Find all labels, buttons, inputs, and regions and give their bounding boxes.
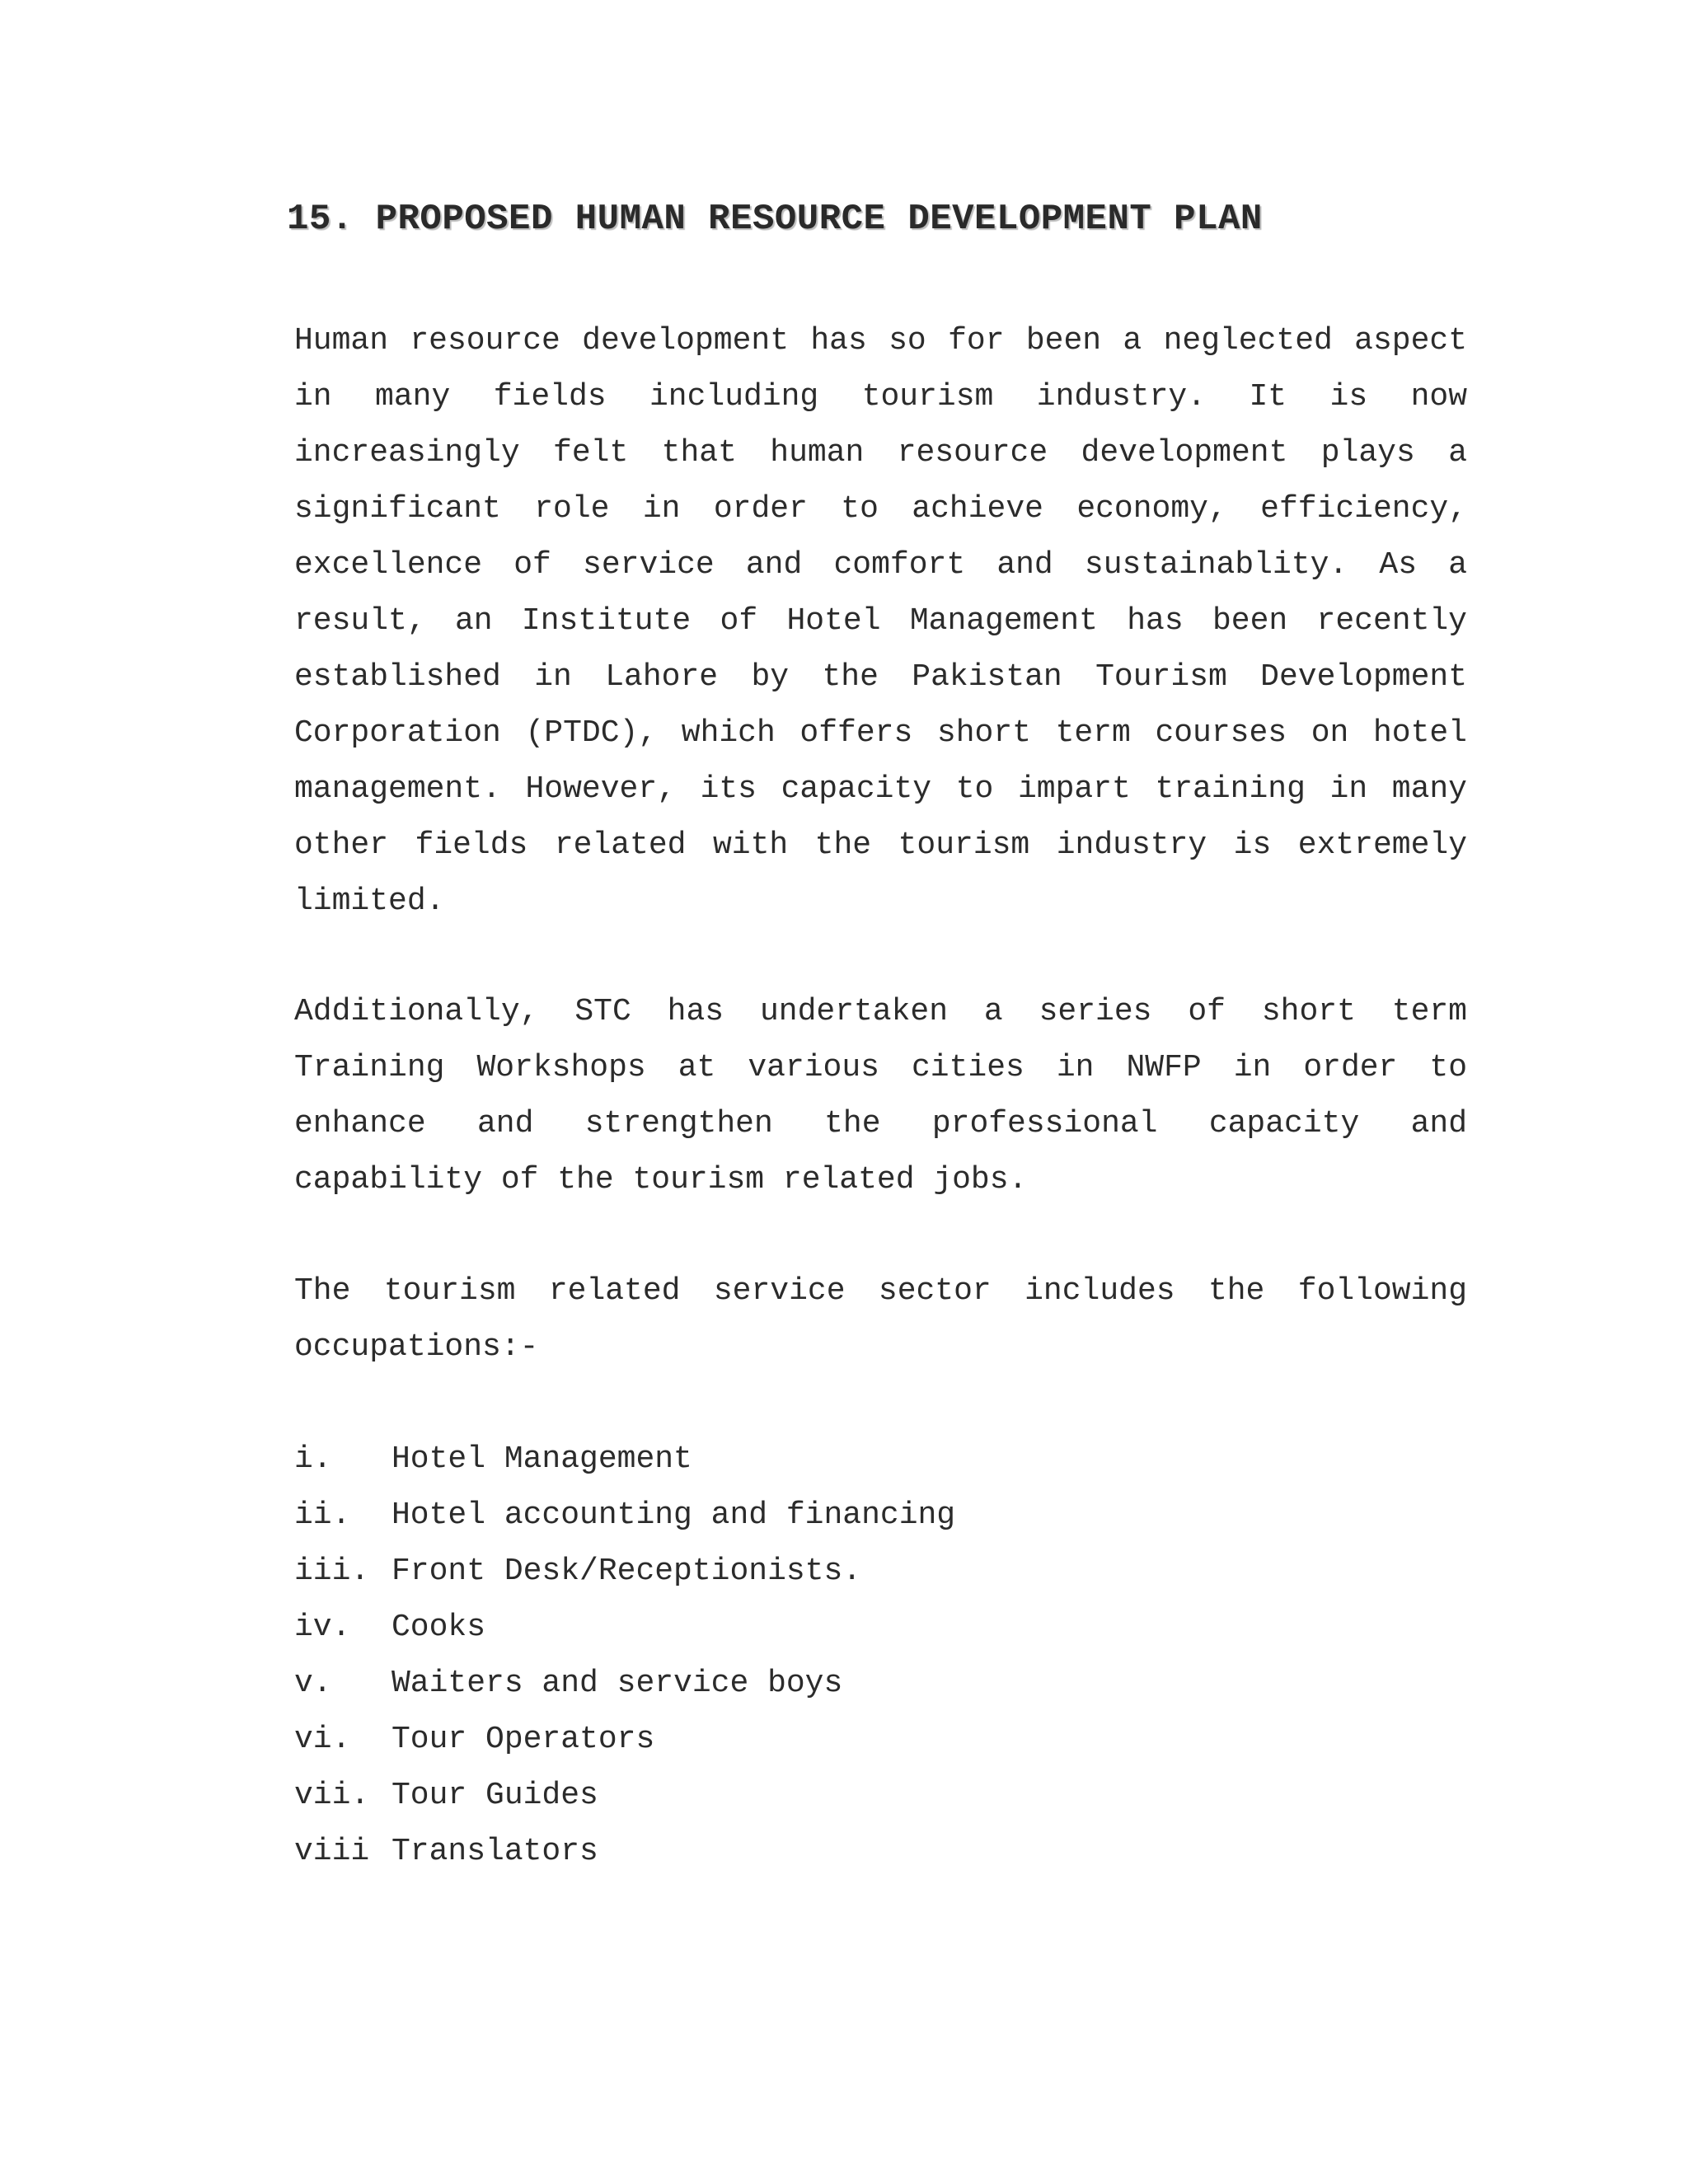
list-item xyxy=(294,1432,955,1488)
list-item-text: Hotel accounting and financing xyxy=(392,1497,956,1533)
list-item-number: vii. xyxy=(294,1778,370,1813)
list-item xyxy=(294,1712,955,1768)
paragraph-hr-development: Human resource development has so for been a neglected aspect in many fields including tourism industry. It is now increasingly felt that human resource development plays a significant role in order to achieve economy, efficiency, excellence of service and comfort and sustainablity. As a result, an Institute of Hotel Management has been recently established in Lahore by the Pakistan Tourism Development Corporation (PTDC), which offers short term courses on hotel management. However, its capacity to impart training in many other fields related with the tourism industry is extremely limited. xyxy=(294,323,1467,919)
list-item xyxy=(294,1656,955,1712)
list-item-text: Translators xyxy=(392,1834,598,1869)
list-item-number: iv. xyxy=(294,1610,351,1645)
list-item-text: Tour Guides xyxy=(392,1778,598,1813)
paragraph-stc-workshops: Additionally, STC has undertaken a series of short term Training Workshops at various cities in NWFP in order to enhance and strengthen the professional capacity and capability of the tourism related jobs. xyxy=(294,994,1467,1197)
list-item-number: iii. xyxy=(294,1554,370,1589)
list-item xyxy=(294,1768,955,1824)
occupations-list xyxy=(294,1432,955,1880)
list-item xyxy=(294,1544,955,1600)
list-item xyxy=(294,1824,955,1880)
list-item-number: i. xyxy=(294,1441,332,1477)
list-item-number: vi. xyxy=(294,1722,351,1757)
list-item xyxy=(294,1488,955,1544)
section-heading: 15. PROPOSED HUMAN RESOURCE DEVELOPMENT PLAN xyxy=(287,199,1263,240)
list-item-number: ii. xyxy=(294,1497,351,1533)
list-item-text: Cooks xyxy=(392,1610,486,1645)
list-item-text: Waiters and service boys xyxy=(392,1666,843,1701)
list-item-number: viii xyxy=(294,1834,370,1869)
paragraph-occupations-intro: The tourism related service sector includes the following occupations:- xyxy=(294,1273,1467,1365)
list-item-text: Hotel Management xyxy=(392,1441,692,1477)
list-item-text: Tour Operators xyxy=(392,1722,655,1757)
list-item-number: v. xyxy=(294,1666,332,1701)
list-item-text: Front Desk/Receptionists. xyxy=(392,1554,862,1589)
list-item xyxy=(294,1600,955,1656)
